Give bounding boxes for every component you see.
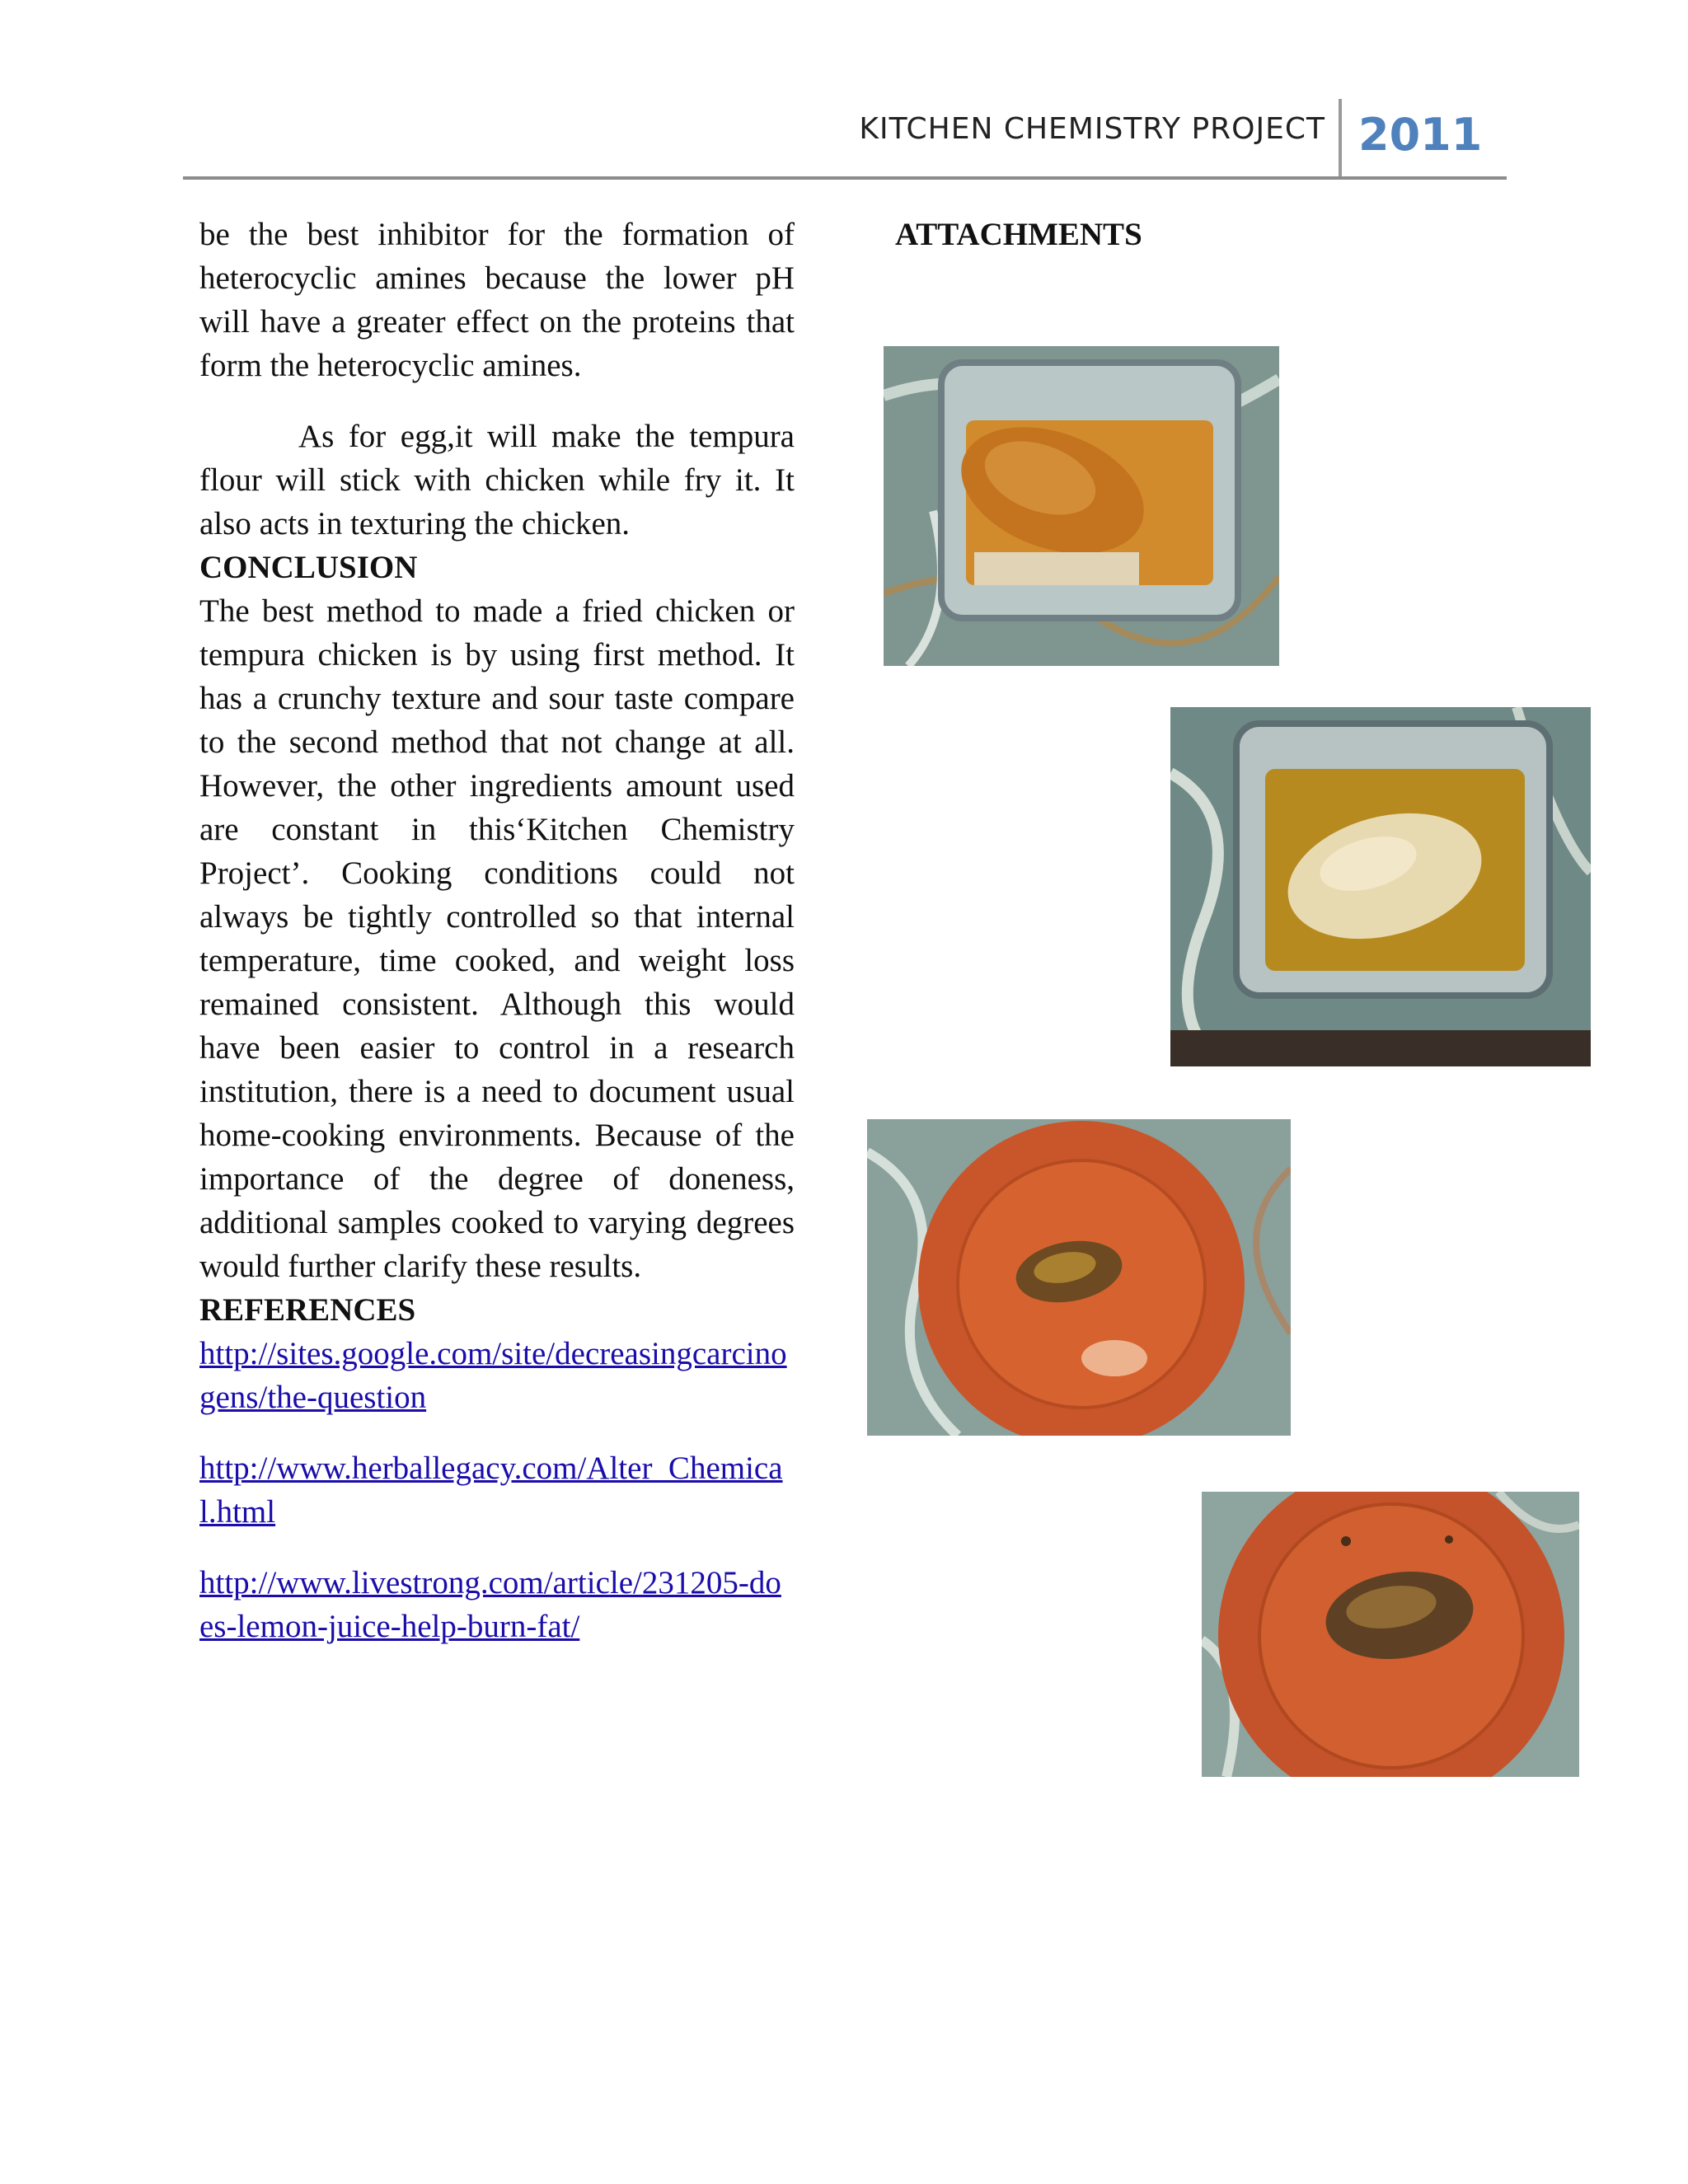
egg-paragraph: As for egg,it will make the tempura flour will stick with chicken while fry it. It also acts in texturing the chicken. [199, 419, 795, 541]
header-title: KITCHEN CHEMISTRY PROJECT [859, 112, 1325, 146]
attachments-heading: ATTACHMENTS [895, 217, 1142, 252]
intro-paragraph: be the best inhibitor for the formation of heterocyclic amines because the lower pH will have a greater effect on the proteins that form the heterocyclic amines. [199, 217, 795, 383]
photo-container-marinated-chicken-orange [884, 346, 1279, 666]
photo-plate-fried-chicken-small [867, 1119, 1291, 1436]
photo-plate-fried-chicken-large [1202, 1492, 1579, 1777]
photo-container-marinated-chicken-pale [1170, 707, 1591, 1066]
left-column [199, 213, 795, 1675]
header-divider [1339, 99, 1342, 178]
header-year: 2011 [1358, 109, 1483, 161]
conclusion-paragraph: The best method to made a fried chicken or tempura chicken is by using first method. It has a crunchy texture and sour taste compare to the second method that not change at all. However, the other ingredients amount used are constant in this‘Kitchen Chemistry Project’. Cooking conditions could not always be tightly controlled so that internal temperature, time cooked, and weight loss remained consistent. Although this would have been easier to control in a research institution, there is a need to document usual home-cooking environments. Because of the importance of the degree of doneness, additional samples cooked to varying degrees would further clarify these results. [199, 593, 795, 1284]
references-heading: REFERENCES [199, 1292, 416, 1328]
header-rule [183, 176, 1507, 180]
reference-link-3[interactable]: http://www.livestrong.com/article/231205-does-lemon-juice-help-burn-fat/ [199, 1565, 781, 1644]
reference-link-1[interactable]: http://sites.google.com/site/decreasingcarcinogens/the-question [199, 1336, 787, 1415]
reference-link-2[interactable]: http://www.herballegacy.com/Alter_Chemical.html [199, 1451, 783, 1530]
conclusion-heading: CONCLUSION [199, 550, 418, 585]
